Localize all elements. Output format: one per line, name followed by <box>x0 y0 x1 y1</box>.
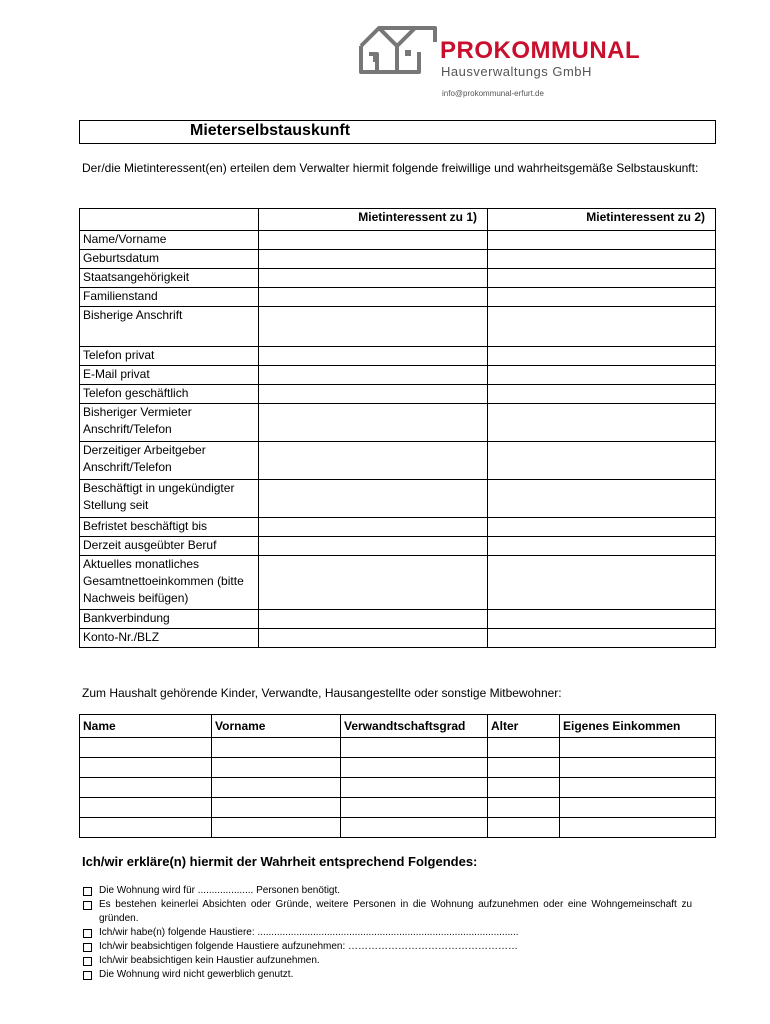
household-cell[interactable] <box>488 818 560 838</box>
tenant-1-field[interactable] <box>259 250 488 269</box>
tenant-2-field[interactable] <box>488 250 716 269</box>
household-cell[interactable] <box>488 798 560 818</box>
table-row <box>80 537 716 556</box>
household-cell[interactable] <box>560 758 716 778</box>
tenant-1-field[interactable] <box>259 537 488 556</box>
tenant-1-header: Mietinteressent zu 1) <box>259 209 488 231</box>
declaration-text: Die Wohnung wird für .................... Personen benötigt. <box>99 885 341 896</box>
declaration-item <box>82 884 692 898</box>
household-cell[interactable] <box>488 778 560 798</box>
household-cell[interactable] <box>560 738 716 758</box>
table-row <box>80 610 716 629</box>
household-cell[interactable] <box>488 738 560 758</box>
table-row <box>80 629 716 648</box>
household-col-income: Eigenes Einkommen <box>560 715 716 738</box>
house-logo-icon <box>357 22 439 78</box>
tenant-1-field[interactable] <box>259 442 488 480</box>
tenant-2-field[interactable] <box>488 518 716 537</box>
intro-text: Der/die Mietinteressent(en) erteilen dem Verwalter hiermit folgende freiwillige und wahrheitsgemäße Selbstauskunft: <box>82 161 699 175</box>
table-row <box>80 480 716 518</box>
tenant-2-field[interactable] <box>488 556 716 610</box>
tenant-1-field[interactable] <box>259 366 488 385</box>
brand-email: info@prokommunal-erfurt.de <box>442 89 544 98</box>
declaration-item <box>82 926 692 940</box>
tenant-2-field[interactable] <box>488 629 716 648</box>
declaration-text: Ich/wir beabsichtigen folgende Haustiere aufzunehmen: …………………………………………… <box>99 941 519 952</box>
tenant-1-field[interactable] <box>259 518 488 537</box>
household-cell[interactable] <box>341 758 488 778</box>
table-row <box>80 231 716 250</box>
row-label: Derzeitiger Arbeitgeber Anschrift/Telefon <box>80 442 259 480</box>
tenant-2-field[interactable] <box>488 480 716 518</box>
row-label: E-Mail privat <box>80 366 259 385</box>
row-label: Familienstand <box>80 288 259 307</box>
row-label: Telefon privat <box>80 347 259 366</box>
household-cell[interactable] <box>341 738 488 758</box>
table-row <box>80 347 716 366</box>
declaration-item <box>82 898 692 926</box>
tenant-1-field[interactable] <box>259 629 488 648</box>
table-row <box>80 366 716 385</box>
declaration-item <box>82 940 692 954</box>
tenant-1-field[interactable] <box>259 610 488 629</box>
tenant-2-field[interactable] <box>488 404 716 442</box>
household-cell[interactable] <box>488 758 560 778</box>
table-row <box>80 269 716 288</box>
household-row <box>80 738 716 758</box>
household-col-relation: Verwandtschaftsgrad <box>341 715 488 738</box>
title-box <box>79 120 716 144</box>
household-cell[interactable] <box>80 798 212 818</box>
household-row <box>80 778 716 798</box>
tenant-2-field[interactable] <box>488 537 716 556</box>
declaration-text: Ich/wir habe(n) folgende Haustiere: .............................................................................................. <box>99 927 519 938</box>
household-cell[interactable] <box>80 818 212 838</box>
household-table <box>79 714 716 838</box>
checkbox-icon[interactable] <box>83 887 92 896</box>
declaration-text: Ich/wir beabsichtigen kein Haustier aufzunehmen. <box>99 955 320 966</box>
tenant-2-field[interactable] <box>488 288 716 307</box>
tenant-1-field[interactable] <box>259 347 488 366</box>
row-label: Befristet beschäftigt bis <box>80 518 259 537</box>
tenant-table-header-row <box>80 209 716 231</box>
tenant-1-field[interactable] <box>259 307 488 347</box>
tenant-1-field[interactable] <box>259 404 488 442</box>
household-cell[interactable] <box>80 778 212 798</box>
row-label: Bisheriger Vermieter Anschrift/Telefon <box>80 404 259 442</box>
tenant-2-field[interactable] <box>488 269 716 288</box>
household-intro: Zum Haushalt gehörende Kinder, Verwandte, Hausangestellte oder sonstige Mitbewohner: <box>82 686 562 700</box>
household-cell[interactable] <box>341 778 488 798</box>
page-title: Mieterselbstauskunft <box>190 122 351 139</box>
tenant-2-header: Mietinteressent zu 2) <box>488 209 716 231</box>
household-cell[interactable] <box>212 778 341 798</box>
tenant-2-field[interactable] <box>488 231 716 250</box>
household-cell[interactable] <box>80 738 212 758</box>
household-row <box>80 818 716 838</box>
tenant-2-field[interactable] <box>488 366 716 385</box>
row-label: Bankverbindung <box>80 610 259 629</box>
tenant-1-field[interactable] <box>259 269 488 288</box>
row-label: Name/Vorname <box>80 231 259 250</box>
row-label: Bisherige Anschrift <box>80 307 259 347</box>
checkbox-icon[interactable] <box>83 929 92 938</box>
tenant-2-field[interactable] <box>488 610 716 629</box>
household-col-age: Alter <box>488 715 560 738</box>
table-row <box>80 556 716 610</box>
table-row <box>80 307 716 347</box>
household-cell[interactable] <box>560 798 716 818</box>
tenant-table-header-empty <box>80 209 259 231</box>
row-label: Beschäftigt in ungekündigter Stellung seit <box>80 480 259 518</box>
row-label: Derzeit ausgeübter Beruf <box>80 537 259 556</box>
declaration-item <box>82 968 692 982</box>
tenant-1-field[interactable] <box>259 231 488 250</box>
checkbox-icon[interactable] <box>83 943 92 952</box>
declaration-item <box>82 954 692 968</box>
row-label: Staatsangehörigkeit <box>80 269 259 288</box>
tenant-2-field[interactable] <box>488 442 716 480</box>
household-cell[interactable] <box>341 818 488 838</box>
tenant-2-field[interactable] <box>488 385 716 404</box>
table-row <box>80 404 716 442</box>
table-row <box>80 385 716 404</box>
household-cell[interactable] <box>560 778 716 798</box>
brand-name: PROKOMMUNAL <box>440 37 641 64</box>
tenant-2-field[interactable] <box>488 347 716 366</box>
tenant-1-field[interactable] <box>259 288 488 307</box>
tenant-1-field[interactable] <box>259 385 488 404</box>
household-row <box>80 798 716 818</box>
household-row <box>80 758 716 778</box>
checkbox-icon[interactable] <box>83 901 92 910</box>
declaration-title: Ich/wir erkläre(n) hiermit der Wahrheit entsprechend Folgendes: <box>82 854 478 869</box>
table-row <box>80 288 716 307</box>
row-label: Telefon geschäftlich <box>80 385 259 404</box>
household-col-vorname: Vorname <box>212 715 341 738</box>
brand-subtitle: Hausverwaltungs GmbH <box>441 64 592 79</box>
checkbox-icon[interactable] <box>83 957 92 966</box>
declaration-text: Die Wohnung wird nicht gewerblich genutzt. <box>99 969 294 980</box>
household-cell[interactable] <box>560 818 716 838</box>
household-cell[interactable] <box>341 798 488 818</box>
tenant-1-field[interactable] <box>259 556 488 610</box>
household-cell[interactable] <box>80 758 212 778</box>
tenant-1-field[interactable] <box>259 480 488 518</box>
checkbox-icon[interactable] <box>83 971 92 980</box>
row-label: Konto-Nr./BLZ <box>80 629 259 648</box>
row-label: Geburtsdatum <box>80 250 259 269</box>
declaration-list <box>82 884 692 982</box>
table-row <box>80 442 716 480</box>
household-cell[interactable] <box>212 758 341 778</box>
tenant-2-field[interactable] <box>488 307 716 347</box>
table-row <box>80 518 716 537</box>
household-col-name: Name <box>80 715 212 738</box>
household-cell[interactable] <box>212 738 341 758</box>
table-row <box>80 250 716 269</box>
tenant-info-table <box>79 208 716 648</box>
household-cell[interactable] <box>212 798 341 818</box>
household-header-row <box>80 715 716 738</box>
household-cell[interactable] <box>212 818 341 838</box>
row-label: Aktuelles monatliches Gesamtnettoeinkommen (bitte Nachweis beifügen) <box>80 556 259 610</box>
declaration-text: Es bestehen keinerlei Absichten oder Gründe, weitere Personen in die Wohnung aufzunehmen oder eine Wohngemeinschaft zu gründen. <box>99 899 692 924</box>
